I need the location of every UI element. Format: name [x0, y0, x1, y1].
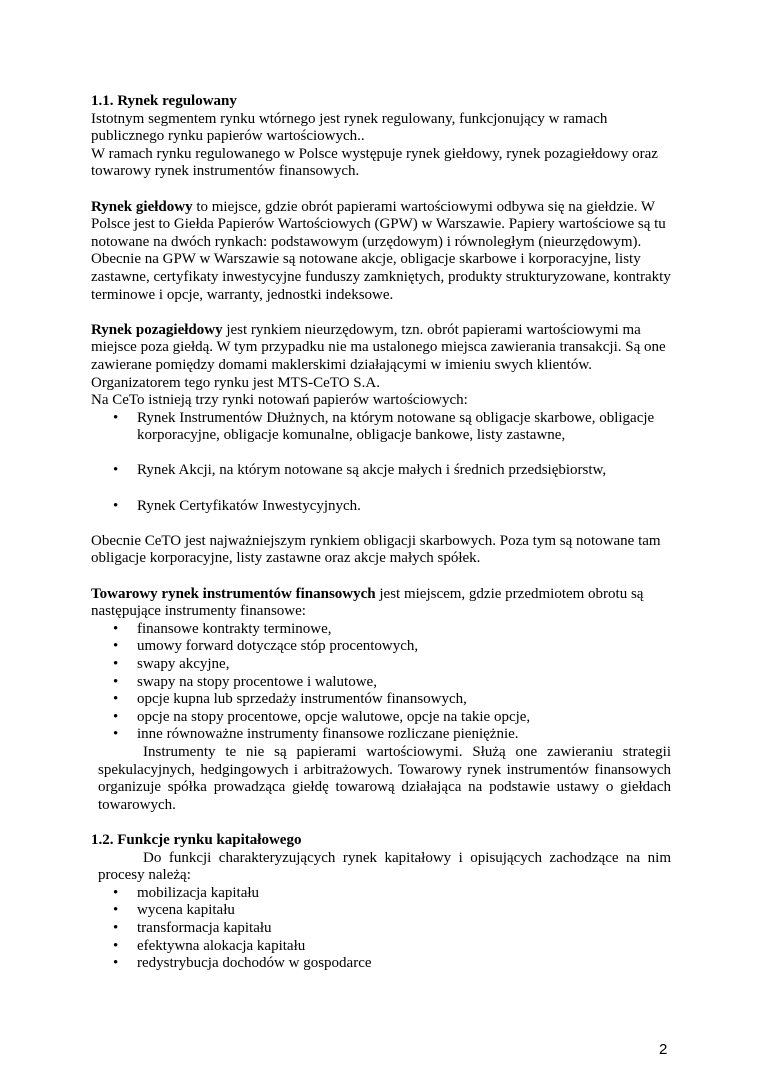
list-item: • transformacja kapitału — [91, 920, 671, 938]
list-item: • Rynek Akcji, na którym notowane są akcje małych i średnich przedsiębiorstw, — [91, 462, 671, 480]
list-item: • Rynek Certyfikatów Inwestycyjnych. — [91, 498, 671, 516]
list-item: • opcje na stopy procentowe, opcje walutowe, opcje na takie opcje, — [91, 709, 671, 727]
towarowy-paragraph — [91, 586, 671, 621]
list-item: • swapy akcyjne, — [91, 656, 671, 674]
document-page — [91, 93, 671, 973]
functions-list — [91, 885, 671, 973]
section-heading-rynek-regulowany: 1.1. Rynek regulowany — [91, 93, 237, 109]
list-item: • umowy forward dotyczące stóp procentowych, — [91, 638, 671, 656]
term-rynek-pozagieldowy: Rynek pozagiełdowy — [91, 321, 223, 338]
intro-paragraph: Istotnym segmentem rynku wtórnego jest rynek regulowany, funkcjonujący w ramach publicznego rynku papierów wartościowych.. — [91, 110, 608, 145]
page-number: 2 — [659, 1041, 668, 1058]
gielda-text: to miejsce, gdzie obrót papierami wartościowymi odbywa się na giełdzie. W Polsce jest to Giełda Papierów Wartościowych (GPW) w Warszawie. Papiery wartościowe są tu notowane na dwóch rynkach: podstawowym (urzędowym) i równoległym (nieurzędowym). Obecnie na GPW w Warszawie są notowane akcje, obligacje skarbowe i korporacyjne, listy zastawne, certyfikaty inwestycyjne funduszy zamkniętych, produkty strukturyzowane, kontrakty terminowe i opcje, warranty, jednostki indeksowe. — [91, 198, 671, 303]
list-item: • opcje kupna lub sprzedaży instrumentów finansowych, — [91, 691, 671, 709]
section-heading-funkcje: 1.2. Funkcje rynku kapitałowego — [91, 831, 302, 848]
list-item: • efektywna alokacja kapitału — [91, 938, 671, 956]
term-rynek-gieldowy: Rynek giełdowy — [91, 198, 193, 215]
list-item: • redystrybucja dochodów w gospodarce — [91, 955, 671, 973]
ceto-markets-list — [91, 410, 671, 516]
gielda-paragraph — [91, 199, 671, 305]
instruments-list — [91, 621, 671, 744]
list-item: • wycena kapitału — [91, 902, 671, 920]
pozagielda-text: jest rynkiem nieurzędowym, tzn. obrót papierami wartościowymi ma miejsce poza giełdą. W tym przypadku nie ma ustalonego miejsca zawierania transakcji. Są one zawierane pomiędzy domami maklerskimi działającymi w imieniu swych klientów. Organizatorem tego rynku jest MTS-CeTO S.A. — [91, 321, 666, 391]
list-item: • inne równoważne instrumenty finansowe rozliczane pieniężnie. — [91, 726, 671, 744]
list-item: • swapy na stopy procentowe i walutowe, — [91, 674, 671, 692]
ceto-summary: Obecnie CeTO jest najważniejszym rynkiem obligacji skarbowych. Poza tym są notowane tam obligacje korporacyjne, listy zastawne oraz akcje małych spółek. — [91, 532, 661, 567]
list-item: • Rynek Instrumentów Dłużnych, na którym notowane są obligacje skarbowe, obligacje korporacyjne, obligacje komunalne, obligacje bankowe, listy zastawne, — [91, 410, 671, 445]
ceto-intro: Na CeTo istnieją trzy rynki notowań papierów wartościowych: — [91, 392, 468, 409]
functions-intro: Do funkcji charakteryzujących rynek kapitałowy i opisujących zachodzące na nim procesy należą: — [98, 849, 671, 884]
towarowy-closing: Instrumenty te nie są papierami wartościowymi. Służą one zawieraniu strategii spekulacyjnych, hedgingowych i arbitrażowych. Towarowy rynek instrumentów finansowych organizuje spółka prowadząca giełdę towarową działająca na podstawie ustawy o giełdach towarowych. — [98, 743, 671, 813]
towarowy-text: jest miejscem, gdzie przedmiotem obrotu są następujące instrumenty finansowe: — [91, 585, 644, 620]
term-towarowy-rynek: Towarowy rynek instrumentów finansowych — [91, 585, 376, 602]
list-item: • finansowe kontrakty terminowe, — [91, 621, 671, 639]
intro-paragraph-2: W ramach rynku regulowanego w Polsce występuje rynek giełdowy, rynek pozagiełdowy oraz towarowy rynek instrumentów finansowych. — [91, 145, 658, 180]
list-item: • mobilizacja kapitału — [91, 885, 671, 903]
pozagielda-paragraph — [91, 322, 671, 392]
